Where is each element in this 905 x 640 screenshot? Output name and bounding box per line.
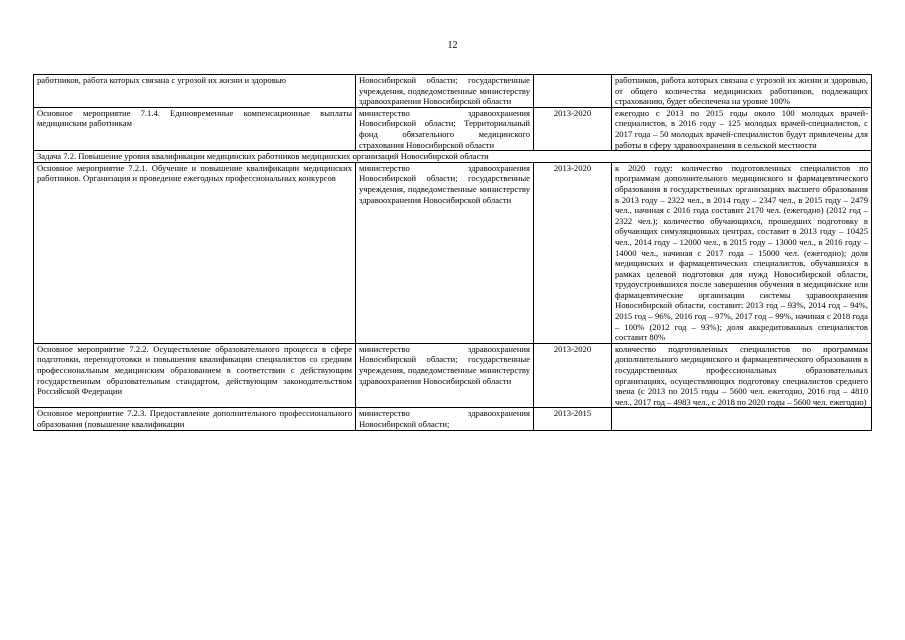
period-cell [534, 75, 612, 108]
executor-cell: министерство здравоохранения Новосибирской области; государственные учреждения, подведомственные министерству здравоохранения Новосибирской области [356, 343, 534, 408]
event-cell: Основное мероприятие 7.1.4. Единовременные компенсационные выплаты медицинским работникам [34, 107, 356, 150]
table-row [34, 408, 872, 430]
result-cell: ежегодно с 2013 по 2015 годы около 100 молодых врачей-специалистов, в 2016 году – 125 молодых врачей-специалистов, с 2017 года – 50 молодых врачей-специалистов будут привлечены для работы в сферу здравоохранения в сельской местности [612, 107, 872, 150]
page-number: 12 [447, 40, 458, 51]
program-events-table [33, 74, 872, 431]
result-cell [612, 408, 872, 430]
task-row [34, 151, 872, 163]
table-row [34, 343, 872, 408]
executor-cell: министерство здравоохранения Новосибирской области; [356, 408, 534, 430]
event-cell: Основное мероприятие 7.2.3. Предоставление дополнительного профессионального образования (повышение квалификации [34, 408, 356, 430]
executor-cell: Новосибирской области; государственные учреждения, подведомственные министерству здравоохранения Новосибирской области [356, 75, 534, 108]
period-cell: 2013-2020 [534, 162, 612, 343]
executor-cell: министерство здравоохранения Новосибирской области; Территориальный фонд обязательного медицинского страхования Новосибирской области [356, 107, 534, 150]
table-row [34, 75, 872, 108]
executor-cell: министерство здравоохранения Новосибирской области; государственные учреждения, подведомственные министерству здравоохранения Новосибирской области [356, 162, 534, 343]
result-cell: количество подготовленных специалистов по программам дополнительного медицинского и фармацевтического образования в государственных профессиональных образовательных организациях, осуществляющих подготовку специалистов среднего звена (с 2013 по 2015 годы – 5600 чел. ежегодно, 2016 год – 4810 чел., 2017 год – 4983 чел., с 2018 по 2020 годы – 5600 чел. ежегодно) [612, 343, 872, 408]
table-row [34, 107, 872, 150]
event-cell: Основное мероприятие 7.2.1. Обучение и повышение квалификации медицинских работников. Организация и проведение ежегодных профессиональных конкурсов [34, 162, 356, 343]
task-heading: Задача 7.2. Повышение уровня квалификации медицинских работников медицинских организаций Новосибирской области [34, 151, 872, 163]
result-cell: к 2020 году: количество подготовленных специалистов по программам дополнительного медицинского и фармацевтического образования в государственных организациях высшего образования в 2013 году – 2322 чел., в 2014 году – 2347 чел., в 2015 году – 2479 чел., начиная с 2016 года составит 2170 чел. (ежегодно) (2012 год – 2322 чел.); количество обучающихся, прошедших подготовку в обучающих симуляционных центрах, составит в 2013 году – 10425 чел., 2014 году – 12000 чел., в 2015 году – 13000 чел., в 2016 году – 14000 чел., начиная с 2017 года – 15000 чел. (ежегодно); доля медицинских и фармацевтических специалистов, обучавшихся в рамках целевой подготовки для нужд Новосибирской области, трудоустроившихся после завершения обучения в медицинские или фармацевтические организации системы здравоохранения Новосибирской области, составит: 2013 год – 93%, 2014 год – 94%, 2015 год – 96%, 2016 год – 97%, 2017 год – 99%, начиная с 2018 года – 100% (2012 год – 93%); доля аккредитованных специалистов составит 80% [612, 162, 872, 343]
period-cell: 2013-2015 [534, 408, 612, 430]
table-row [34, 162, 872, 343]
result-cell: работников, работа которых связана с угрозой их жизни и здоровью, от общего количества медицинских работников, подлежащих страхованию, будет обеспечена на уровне 100% [612, 75, 872, 108]
event-cell: Основное мероприятие 7.2.2. Осуществление образовательного процесса в сфере подготовки, переподготовки и повышения квалификации специалистов со средним профессиональным медицинским образованием в соответствии с действующим государственным образовательным стандартом, действующим законодательством Российской Федерации [34, 343, 356, 408]
period-cell: 2013-2020 [534, 343, 612, 408]
event-cell: работников, работа которых связана с угрозой их жизни и здоровью [34, 75, 356, 108]
period-cell: 2013-2020 [534, 107, 612, 150]
